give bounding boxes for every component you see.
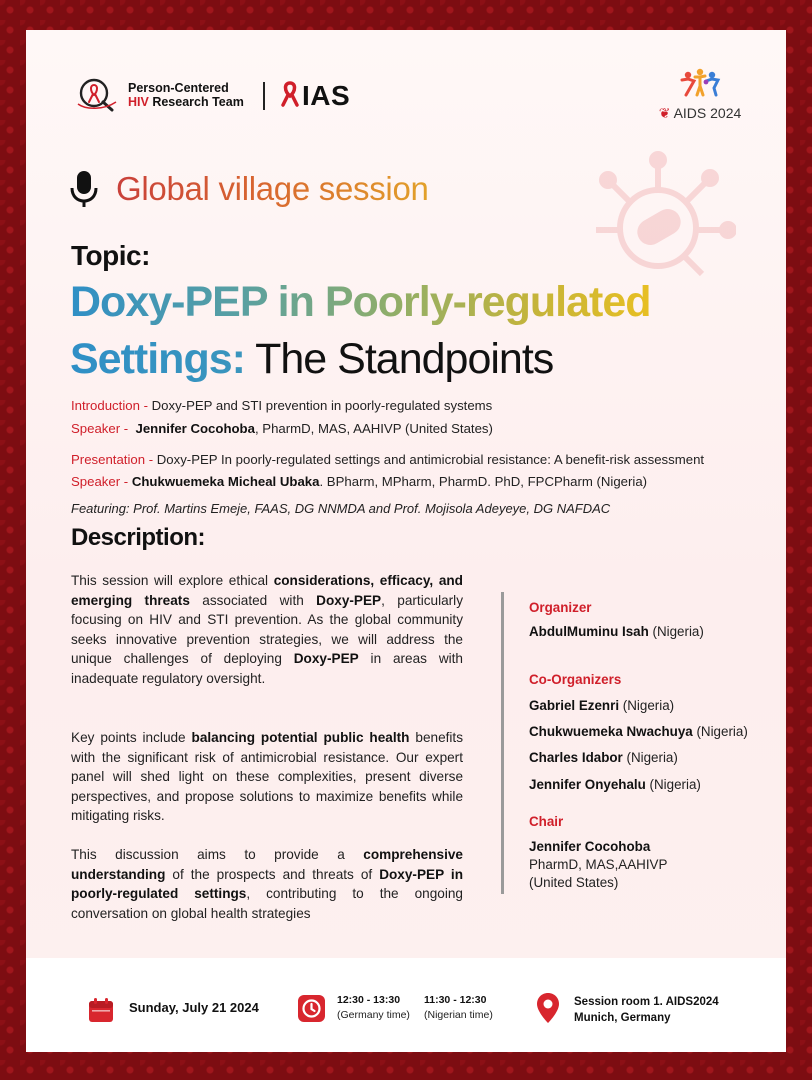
speaker2-label: Speaker - xyxy=(71,474,132,489)
topic-title-line1: Doxy-PEP in Poorly-regulated xyxy=(70,278,651,326)
topic-title-standpoints: The Standpoints xyxy=(244,335,554,383)
p1-bold: Doxy-PEP xyxy=(316,592,382,608)
chair-country: (United States) xyxy=(529,875,619,890)
coorganizer-name: Chukwuemeka Nwachuya xyxy=(529,724,693,739)
coorganizer-country: (Nigeria) xyxy=(622,750,678,765)
time-germany-range: 12:30 - 13:30 xyxy=(337,994,401,1006)
logo-divider xyxy=(263,82,265,110)
p1-text: , particularly focusing on HIV and STI prevention. As the global community seeks innovative prevention strategies, we will address the unique challenges of deploying xyxy=(71,592,463,666)
coorganizer-country: (Nigeria) xyxy=(692,724,748,739)
description-label: Description: xyxy=(71,524,206,551)
topic-title-settings: Settings: xyxy=(70,335,245,383)
speaker2-line xyxy=(71,474,647,489)
coorganizer-entry xyxy=(529,749,678,767)
speaker1-name: Jennifer Cocohoba xyxy=(135,421,255,436)
pcrt-logo xyxy=(76,76,244,114)
speaker1-creds: , PharmD, MAS, AAHIVP (United States) xyxy=(254,421,493,436)
speaker1-label: Speaker - xyxy=(71,421,132,436)
coorganizer-entry xyxy=(529,723,748,741)
chair-heading: Chair xyxy=(529,814,564,829)
p1-text: in areas with inadequate regulatory oversight. xyxy=(71,651,463,686)
p3-text: of the prospects and threats of xyxy=(165,866,380,882)
time-nigeria-range: 11:30 - 12:30 xyxy=(424,994,487,1006)
coorganizers-heading: Co-Organizers xyxy=(529,672,622,687)
p1-bold: Doxy-PEP xyxy=(293,651,359,666)
aids2024-logo xyxy=(650,68,750,122)
p3-bold: comprehensive understanding xyxy=(71,847,463,882)
chair-creds: PharmD, MAS,AAHIVP xyxy=(529,857,668,872)
time-nigeria xyxy=(424,993,493,1023)
footer-date: Sunday, July 21 2024 xyxy=(129,1000,259,1015)
pcrt-logo-text xyxy=(128,81,244,109)
presentation-text: Doxy-PEP In poorly-regulated settings and antimicrobial resistance: A benefit-risk assessment xyxy=(156,452,705,467)
coorganizer-country: (Nigeria) xyxy=(645,777,701,792)
coorganizer-entry xyxy=(529,697,674,715)
calendar-icon xyxy=(88,997,114,1028)
ias-logo xyxy=(280,80,350,112)
topic-label: Topic: xyxy=(71,240,150,271)
p1-text: This session will explore ethical xyxy=(71,573,274,588)
p2-text: Key points include xyxy=(71,730,192,745)
coorganizer-entry xyxy=(529,776,701,794)
flyer-card xyxy=(26,30,786,1052)
map-pin-icon xyxy=(536,992,560,1029)
p2-bold: balancing potential public health xyxy=(191,730,410,745)
logo-research-team: Research Team xyxy=(148,95,244,109)
speaker1-line xyxy=(71,421,493,436)
organizer-country: (Nigeria) xyxy=(648,624,704,639)
logo-line1: Person-Centered xyxy=(128,81,229,95)
intro-line xyxy=(71,398,492,413)
speaker2-name: Chukwuemeka Micheal Ubaka xyxy=(131,474,320,489)
p2-text: benefits with the significant risk of antimicrobial resistance. Our expert panel will shed light on these complexities, present diverse perspectives, and propose solutions to maximize benefits while mitigating risks. xyxy=(71,730,464,823)
p1-bold: considerations, efficacy, and emerging threats xyxy=(71,573,463,608)
intro-text: Doxy-PEP and STI prevention in poorly-regulated systems xyxy=(151,398,493,413)
coorganizer-name: Charles Idabor xyxy=(529,750,623,765)
aids2024-text: ❦ AIDS 2024 xyxy=(658,105,742,121)
people-figures-icon xyxy=(650,68,750,103)
clock-icon xyxy=(298,995,325,1027)
p1-text: associated with xyxy=(189,592,317,608)
coorganizers-label xyxy=(529,671,621,689)
magnifier-ribbon-logo-icon xyxy=(76,76,122,114)
coorganizer-country: (Nigeria) xyxy=(619,698,675,713)
aids-year: 2024 xyxy=(706,105,742,121)
presentation-line xyxy=(71,452,704,467)
sidebar-divider xyxy=(501,592,504,894)
organizer-heading: Organizer xyxy=(529,600,592,615)
topic-title-line2 xyxy=(70,335,553,384)
time-germany-zone: (Germany time) xyxy=(337,1009,410,1021)
footer-location xyxy=(574,994,719,1026)
description-paragraph-1 xyxy=(71,571,463,688)
chair-name: Jennifer Cocohoba xyxy=(529,839,651,854)
ias-text: IAS xyxy=(302,80,351,111)
coorganizer-name: Gabriel Ezenri xyxy=(529,698,620,713)
p3-text: This discussion aims to provide a xyxy=(71,847,364,862)
time-germany xyxy=(337,993,410,1023)
location-line2: Munich, Germany xyxy=(574,1012,671,1024)
red-ribbon-icon xyxy=(280,81,300,112)
session-title: Global village session xyxy=(116,170,429,207)
time-nigeria-zone: (Nigerian time) xyxy=(424,1009,493,1021)
logo-hiv: HIV xyxy=(128,95,149,109)
logo-line2 xyxy=(128,95,244,109)
speaker2-creds: . BPharm, MPharm, PharmD. PhD, FPCPharm (Nigeria) xyxy=(319,474,648,489)
microphone-icon xyxy=(70,170,98,213)
intro-label: Introduction - xyxy=(71,398,152,413)
presentation-label: Presentation - xyxy=(71,452,157,467)
chair-entry xyxy=(529,838,667,892)
coorganizer-name: Jennifer Onyehalu xyxy=(529,777,646,792)
description-paragraph-3 xyxy=(71,845,463,923)
organizer-label xyxy=(529,599,592,617)
p3-text: , contributing to the ongoing conversation on global health strategies xyxy=(71,886,463,921)
location-line1: Session room 1. AIDS2024 xyxy=(574,996,719,1008)
featuring-line: Featuring: Prof. Martins Emeje, FAAS, DG NNMDA and Prof. Mojisola Adeyeye, DG NAFDAC xyxy=(71,501,611,516)
p3-bold: Doxy-PEP in poorly-regulated settings xyxy=(71,866,463,901)
organizer-name: AbdulMuminu Isah xyxy=(529,624,649,639)
organizer-entry xyxy=(529,623,704,641)
description-paragraph-2 xyxy=(71,728,463,826)
aids-prefix: AIDS xyxy=(673,105,707,121)
chair-label xyxy=(529,813,563,831)
